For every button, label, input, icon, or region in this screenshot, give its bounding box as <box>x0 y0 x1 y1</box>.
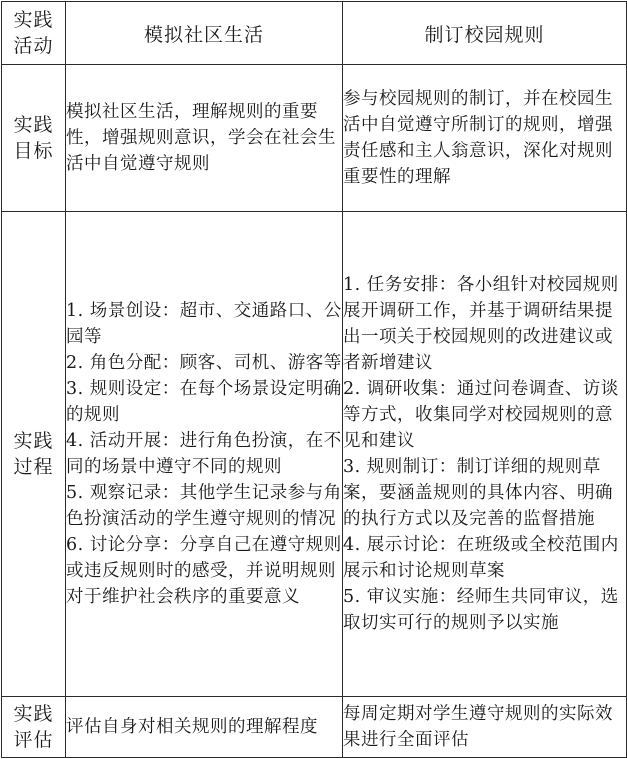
process-label <box>2 212 66 697</box>
goal-label <box>2 65 66 212</box>
evaluation-label-text: 实践评估 <box>13 703 54 751</box>
rules-step-1: 1. 任务安排：各小组针对校园规则展开调研工作，并基于调研结果提出一项关于校园规则的改进建议或者新增建议 <box>343 275 619 373</box>
rules-step-2: 2. 调研收集：通过问卷调查、访谈等方式，收集同学对校园规则的意见和建议 <box>343 379 619 451</box>
simulate-step-1: 1. 场景创设：超市、交通路口、公园等 <box>66 301 342 347</box>
column-title-rules: 制订校园规则 <box>343 2 627 65</box>
simulate-step-3: 3. 规则设定：在每个场景设定明确的规则 <box>66 379 342 425</box>
process-rules-cell <box>343 212 627 697</box>
rules-step-list <box>343 272 626 636</box>
simulate-step-2: 2. 角色分配：顾客、司机、游客等 <box>66 353 342 373</box>
goal-rules-cell: 参与校园规则的制订，并在校园生活中自觉遵守所制订的规则，增强责任感和主人翁意识，深化对规则重要性的理解 <box>343 65 627 212</box>
rules-step-5: 5. 审议实施：经师生共同审议，选取切实可行的规则予以实施 <box>343 587 619 633</box>
process-row <box>2 212 627 697</box>
simulate-step-6: 6. 讨论分享：分享自己在遵守规则或违反规则时的感受，并说明规则对于维护社会秩序的重要意义 <box>66 535 342 607</box>
practice-activity-table <box>1 1 627 758</box>
simulate-step-4: 4. 活动开展：进行角色扮演，在不同的场景中遵守不同的规则 <box>66 431 342 477</box>
simulate-step-list <box>66 298 342 610</box>
goal-label-text: 实践目标 <box>13 114 54 162</box>
simulate-step-5: 5. 观察记录：其他学生记录参与角色扮演活动的学生遵守规则的情况 <box>66 483 342 529</box>
process-label-text: 实践过程 <box>13 430 54 478</box>
evaluation-row <box>2 697 627 758</box>
goal-simulate-cell: 模拟社区生活，理解规则的重要性，增强规则意识，学会在社会生活中自觉遵守规则 <box>66 65 343 212</box>
rules-step-3: 3. 规则制订：制订详细的规则草案，要涵盖规则的具体内容、明确的执行方式以及完善的监督措施 <box>343 457 613 529</box>
evaluation-label <box>2 697 66 758</box>
process-simulate-cell <box>66 212 343 697</box>
goal-row <box>2 65 627 212</box>
evaluation-rules-cell: 每周定期对学生遵守规则的实际效果进行全面评估 <box>343 697 627 758</box>
header-row <box>2 2 627 65</box>
rules-step-4: 4. 展示讨论：在班级或全校范围内展示和讨论规则草案 <box>343 535 619 581</box>
corner-label-text: 实践活动 <box>13 9 54 57</box>
corner-label <box>2 2 66 65</box>
column-title-simulate: 模拟社区生活 <box>66 2 343 65</box>
evaluation-simulate-cell: 评估自身对相关规则的理解程度 <box>66 697 343 758</box>
